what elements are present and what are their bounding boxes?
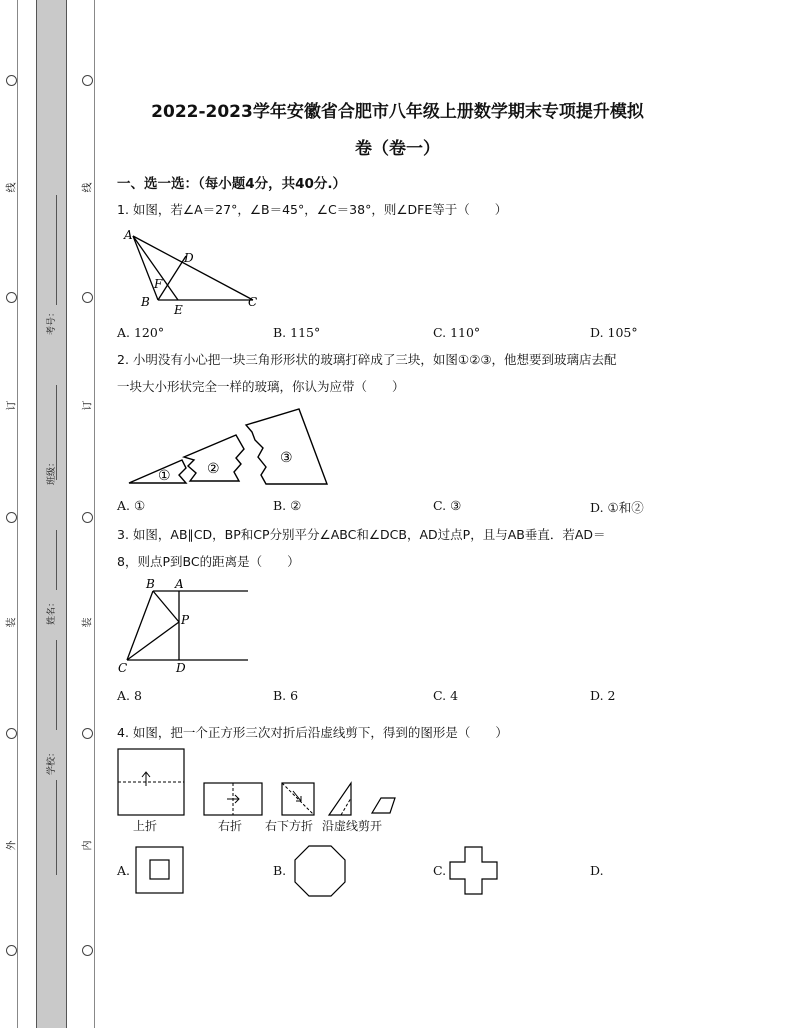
question-3-figure [115,576,255,676]
margin-label-bind: 订 [6,400,18,411]
figure-label: C [118,661,128,675]
binding-hole [82,945,93,956]
question-4-fold-steps [115,746,405,818]
question-4-option-d[interactable]: D. [590,863,604,878]
fold-caption: 右下方折 [265,819,314,833]
question-1-option-d[interactable]: D. 105° [590,325,638,340]
question-2-option-c[interactable]: C. ③ [433,498,462,513]
option-a-square-figure[interactable] [134,845,186,895]
option-b-octagon-figure[interactable] [292,843,348,899]
question-4-text: 4. 如图，把一个正方形三次对折后沿虚线剪下，得到的图形是（ ） [117,725,508,740]
question-3-option-b[interactable]: B. 6 [273,688,299,703]
binding-hole [6,75,17,86]
margin-label-outside: 外 [6,840,18,851]
option-c-cross-figure[interactable] [448,845,500,897]
margin-label-bind: 订 [82,400,94,411]
question-4-option-c[interactable]: C. [433,863,447,878]
question-3-option-c[interactable]: C. 4 [433,688,459,703]
question-2-option-d[interactable]: D. ①和② [590,500,644,515]
margin-label-staple: 装 [82,617,94,628]
binding-hole [82,75,93,86]
figure-label: A [124,228,133,242]
section-heading: 一、选一选：（每小题4分，共40分.） [117,176,347,192]
margin-inner-line [94,0,95,1028]
question-3-option-d[interactable]: D. 2 [590,688,616,703]
figure-label: D [176,661,186,675]
question-2-figure [124,404,334,488]
field-underline [56,780,57,875]
question-3-option-a[interactable]: A. 8 [117,688,142,703]
piece-label: ① [158,468,171,484]
question-4-option-a[interactable]: A. [117,863,131,878]
field-name-label: 姓名： [47,597,57,625]
question-2-option-b[interactable]: B. ② [273,498,302,513]
question-1-text: 1. 如图，若∠A＝27°，∠B＝45°，∠C＝38°，则∠DFE等于（ ） [117,202,508,217]
question-1-option-c[interactable]: C. 110° [433,325,481,340]
question-4-option-b[interactable]: B. [273,863,287,878]
binding-hole [6,728,17,739]
question-2-option-a[interactable]: A. ① [117,498,146,513]
margin-label-line: 线 [82,182,94,193]
binding-hole [6,945,17,956]
binding-hole [82,292,93,303]
fold-caption: 右折 [218,819,243,833]
field-class-label: 班级： [47,457,57,485]
figure-label: B [141,295,150,309]
binding-hole [82,728,93,739]
binding-hole [6,512,17,523]
field-exam-number-label: 考号： [47,307,57,335]
margin-outer-line [17,0,18,1028]
field-underline [56,195,57,305]
figure-label: F [154,277,163,291]
question-1-option-a[interactable]: A. 120° [117,325,165,340]
margin-label-line: 线 [6,182,18,193]
margin-label-inside: 内 [82,840,94,851]
question-3-text: 3. 如图，AB∥CD，BP和CP分别平分∠ABC和∠DCB，AD过点P，且与AB垂直．若AD＝ [117,527,606,542]
question-1-figure [118,224,268,316]
field-underline [56,530,57,590]
fold-caption: 上折 [133,819,158,833]
piece-label: ③ [280,450,293,466]
figure-label: E [174,303,183,316]
question-2-text: 2. 小明没有小心把一块三角形形状的玻璃打碎成了三块，如图①②③，他想要到玻璃店去配 [117,352,617,367]
margin-label-staple: 装 [6,617,18,628]
figure-label: B [146,577,155,591]
field-school-label: 学校： [47,747,57,775]
field-underline [56,640,57,730]
question-3-text-line2: 8，则点P到BC的距离是（ ） [117,554,300,569]
question-1-option-b[interactable]: B. 115° [273,325,321,340]
question-2-text-line2: 一块大小形状完全一样的玻璃，你认为应带（ ） [117,379,405,394]
page-title-line2: 卷（卷一） [355,139,440,159]
figure-label: C [248,295,258,309]
figure-label: A [175,577,184,591]
piece-label: ② [207,461,220,477]
margin-gray-strip [36,0,67,1028]
binding-hole [82,512,93,523]
figure-label: P [181,613,190,627]
page-title: 2022-2023学年安徽省合肥市八年级上册数学期末专项提升模拟 [151,102,644,122]
binding-hole [6,292,17,303]
figure-label: D [184,251,194,265]
fold-caption: 沿虚线剪开 [322,819,383,833]
